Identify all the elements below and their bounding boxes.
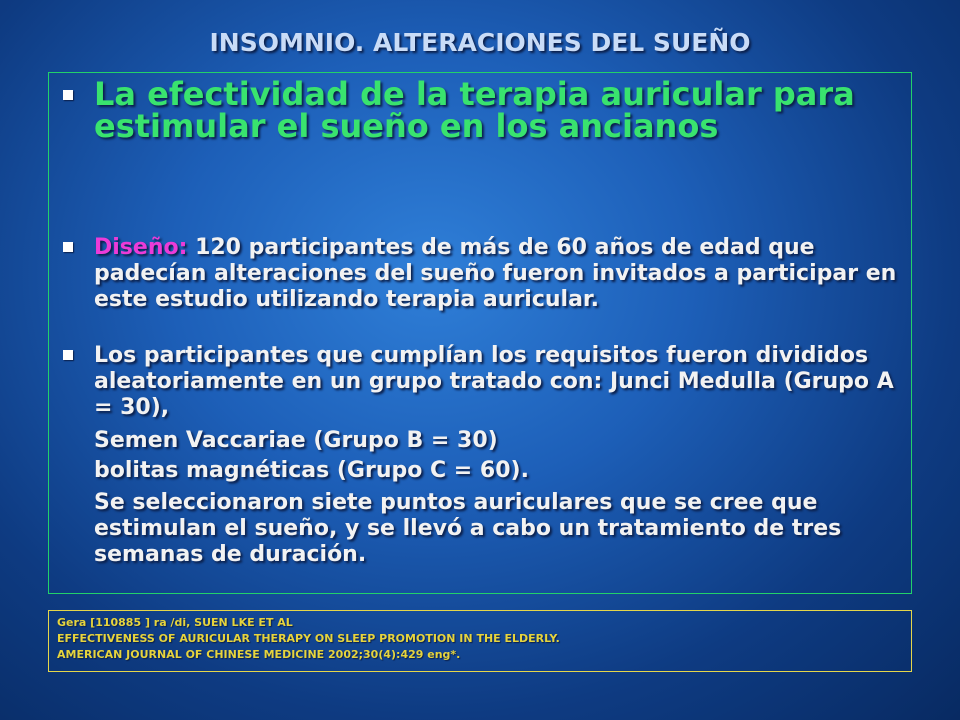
slide-heading: La efectividad de la terapia auricular para estimular el sueño en los ancianos (94, 75, 855, 145)
reference-box (48, 610, 912, 672)
points-paragraph: Se seleccionaron siete puntos auriculares que se cree que estimulan el sueño, y se llevó a cabo un tratamiento de tres semanas de duración. (94, 490, 842, 567)
design-paragraph (94, 235, 906, 313)
bullet-participants (63, 350, 73, 360)
design-label: Diseño: (94, 235, 188, 260)
reference-line-3: AMERICAN JOURNAL OF CHINESE MEDICINE 2002;30(4):429 eng*. (57, 648, 461, 661)
bullet-design (63, 242, 73, 252)
group-b-line: Semen Vaccariae (Grupo B = 30) (94, 428, 498, 453)
bullet-heading (63, 90, 73, 100)
group-c-line: bolitas magnéticas (Grupo C = 60). (94, 458, 529, 483)
reference-line-1: Gera [110885 ] ra /di, SUEN LKE ET AL (57, 616, 293, 629)
participants-paragraph: Los participantes que cumplían los requisitos fueron divididos aleatoriamente en un grupo tratado con: Junci Medulla (Grupo A = 30), (94, 343, 894, 420)
slide-title: INSOMNIO. ALTERACIONES DEL SUEÑO (209, 28, 751, 57)
reference-line-2: EFFECTIVENESS OF AURICULAR THERAPY ON SLEEP PROMOTION IN THE ELDERLY. (57, 632, 560, 645)
design-text: 120 participantes de más de 60 años de edad que padecían alteraciones del sueño fueron invitados a participar en este estudio utilizando terapia auricular. (94, 235, 897, 312)
